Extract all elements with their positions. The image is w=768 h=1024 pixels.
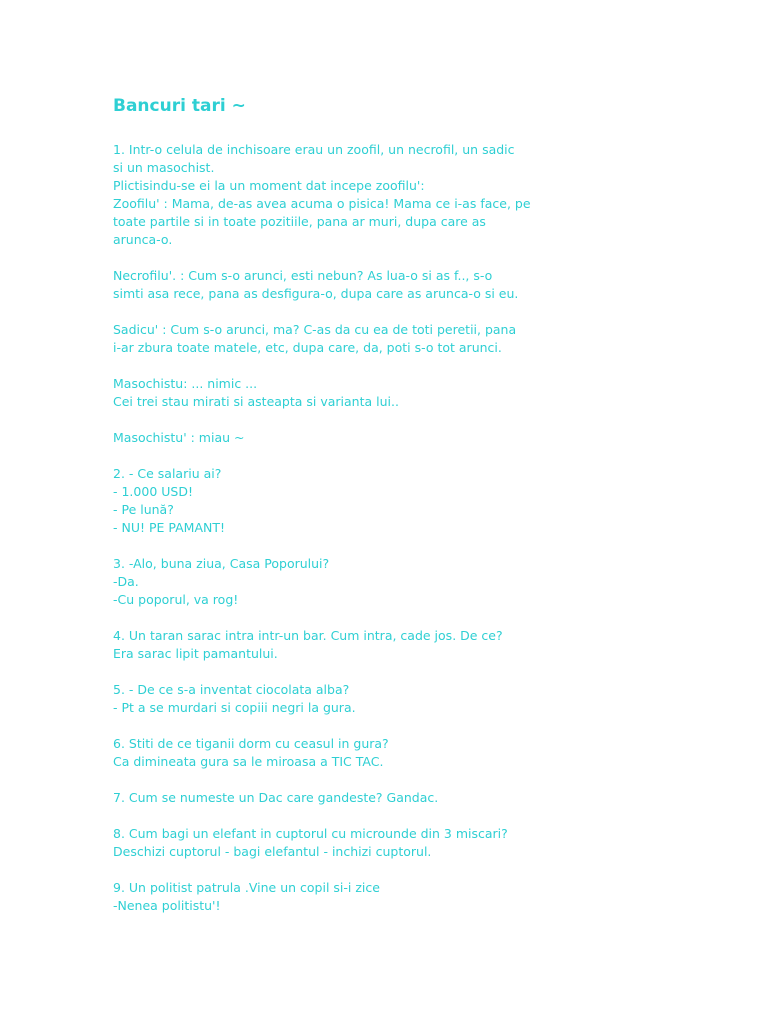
text-line: 4. Un taran sarac intra intr-un bar. Cum intra, cade jos. De ce? [113, 628, 503, 643]
text-block [113, 321, 733, 357]
text-block [113, 879, 733, 915]
text-line: - 1.000 USD! [113, 484, 193, 499]
text-line: 7. Cum se numeste un Dac care gandeste? Gandac. [113, 790, 439, 805]
joke-list [113, 141, 733, 915]
text-block [113, 375, 733, 411]
text-block [113, 141, 733, 249]
text-block [113, 789, 733, 807]
text-line: -Cu poporul, va rog! [113, 592, 239, 607]
text-line: arunca-o. [113, 232, 173, 247]
text-line: Sadicu' : Cum s-o arunci, ma? C-as da cu ea de toti peretii, pana [113, 322, 517, 337]
text-block [113, 627, 733, 663]
text-line: 2. - Ce salariu ai? [113, 466, 222, 481]
text-line: - Pe lună? [113, 502, 174, 517]
text-line: - Pt a se murdari si copiii negri la gura. [113, 700, 356, 715]
text-line: Necrofilu'. : Cum s-o arunci, esti nebun? As lua-o si as f.., s-o [113, 268, 493, 283]
text-block [113, 681, 733, 717]
text-line: Ca dimineata gura sa le miroasa a TIC TAC. [113, 754, 384, 769]
text-block [113, 429, 733, 447]
text-block [113, 465, 733, 537]
text-block [113, 267, 733, 303]
text-line: Plictisindu-se ei la un moment dat incepe zoofilu': [113, 178, 425, 193]
text-line: 6. Stiti de ce tiganii dorm cu ceasul in gura? [113, 736, 389, 751]
text-line: 3. -Alo, buna ziua, Casa Poporului? [113, 556, 330, 571]
text-block [113, 555, 733, 609]
text-line: simti asa rece, pana as desfigura-o, dupa care as arunca-o si eu. [113, 286, 519, 301]
text-line: Zoofilu' : Mama, de-as avea acuma o pisica! Mama ce i-as face, pe [113, 196, 531, 211]
text-line: si un masochist. [113, 160, 215, 175]
text-line: Cei trei stau mirati si asteapta si varianta lui.. [113, 394, 399, 409]
text-line: 8. Cum bagi un elefant in cuptorul cu microunde din 3 miscari? [113, 826, 508, 841]
text-line: Deschizi cuptorul - bagi elefantul - inchizi cuptorul. [113, 844, 432, 859]
text-line: 1. Intr-o celula de inchisoare erau un zoofil, un necrofil, un sadic [113, 142, 515, 157]
text-line: -Nenea politistu'! [113, 898, 221, 913]
text-line: 9. Un politist patrula .Vine un copil si-i zice [113, 880, 380, 895]
text-line: toate partile si in toate pozitiile, pana ar muri, dupa care as [113, 214, 486, 229]
text-block [113, 735, 733, 771]
text-line: Era sarac lipit pamantului. [113, 646, 278, 661]
text-line: Masochistu' : miau ~ [113, 430, 245, 445]
text-line: Masochistu: ... nimic ... [113, 376, 258, 391]
text-line: - NU! PE PAMANT! [113, 520, 225, 535]
document-page [113, 94, 733, 933]
text-block [113, 825, 733, 861]
text-line: -Da. [113, 574, 139, 589]
document-title: Bancuri tari ~ [113, 96, 246, 116]
text-line: 5. - De ce s-a inventat ciocolata alba? [113, 682, 350, 697]
text-line: i-ar zbura toate matele, etc, dupa care, da, poti s-o tot arunci. [113, 340, 502, 355]
